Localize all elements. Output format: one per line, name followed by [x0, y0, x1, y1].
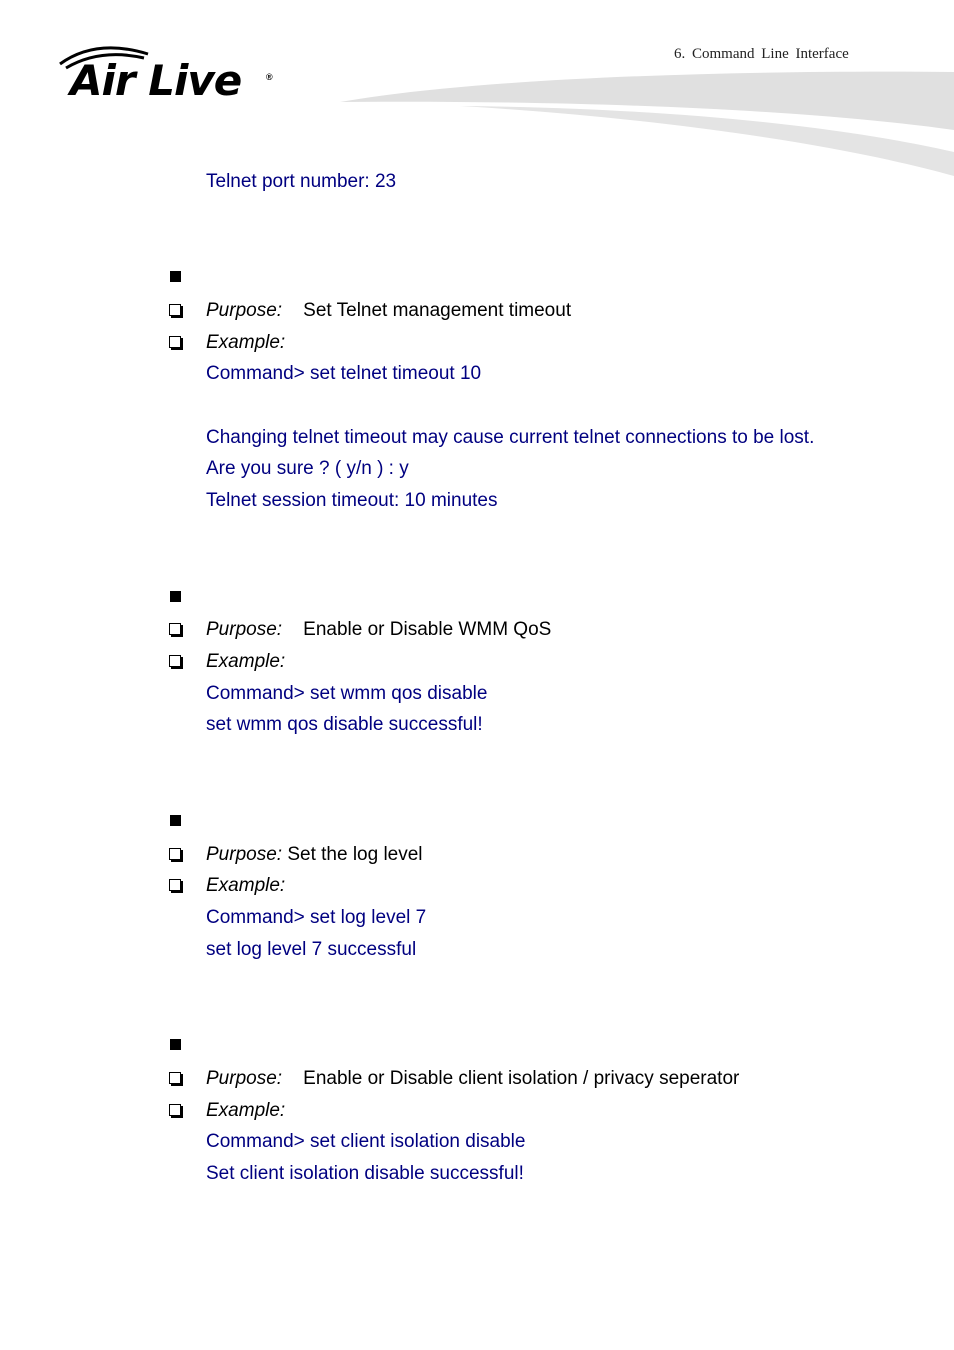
chapter-header: 6. Command Line Interface — [674, 46, 849, 62]
purpose-label: Purpose: — [206, 844, 283, 865]
example-line: Changing telnet timeout may cause current telnet connections to be lost. — [206, 427, 815, 448]
example-line: Set client isolation disable successful! — [206, 1163, 524, 1184]
checkbox-bullet — [169, 1072, 181, 1084]
example-line: Command> set telnet timeout 10 — [206, 363, 482, 384]
telnet-port-line: Telnet port number: 23 — [206, 171, 397, 192]
section-bullet — [170, 1039, 181, 1050]
example-line: set log level 7 successful — [206, 939, 417, 960]
purpose-text: Enable or Disable client isolation / privacy seperator — [303, 1068, 740, 1089]
example-line: Telnet session timeout: 10 minutes — [206, 490, 498, 511]
example-label: Example: — [206, 651, 286, 672]
purpose-text: Enable or Disable WMM QoS — [303, 619, 552, 640]
header-swoosh-decoration — [340, 66, 954, 186]
example-label: Example: — [206, 875, 286, 896]
example-label: Example: — [206, 1100, 286, 1121]
example-line: Command> set wmm qos disable — [206, 683, 488, 704]
checkbox-bullet — [169, 848, 181, 860]
purpose-line — [206, 619, 551, 641]
example-line: set wmm qos disable successful! — [206, 714, 483, 735]
example-line: Are you sure ? ( y/n ) : y — [206, 458, 409, 479]
checkbox-bullet — [169, 623, 181, 635]
example-line: Command> set client isolation disable — [206, 1131, 526, 1152]
section-bullet — [170, 815, 181, 826]
checkbox-bullet — [169, 304, 181, 316]
logo-wordmark: Air Live — [70, 56, 242, 105]
checkbox-bullet — [169, 879, 181, 891]
purpose-text: Set Telnet management timeout — [303, 300, 572, 321]
example-line: Command> set log level 7 — [206, 907, 427, 928]
example-label: Example: — [206, 332, 286, 353]
purpose-label: Purpose: — [206, 300, 283, 321]
registered-mark: ® — [266, 72, 273, 82]
checkbox-bullet — [169, 1104, 181, 1116]
section-bullet — [170, 591, 181, 602]
purpose-label: Purpose: — [206, 619, 283, 640]
section-bullet — [170, 271, 181, 282]
checkbox-bullet — [169, 336, 181, 348]
purpose-label: Purpose: — [206, 1068, 283, 1089]
purpose-text: Set the log level — [287, 844, 423, 865]
purpose-line — [206, 300, 571, 322]
checkbox-bullet — [169, 655, 181, 667]
airlive-logo — [56, 44, 281, 108]
purpose-line — [206, 844, 423, 866]
purpose-line — [206, 1068, 739, 1090]
